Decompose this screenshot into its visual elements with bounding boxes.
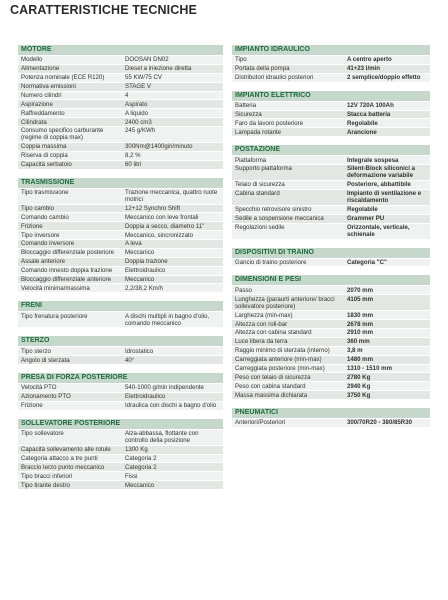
spec-value: Idraulica con dischi a bagno d'olio bbox=[125, 402, 217, 410]
spec-value: Trazione meccanica, quattro ruote motrici bbox=[125, 188, 218, 204]
spec-row bbox=[18, 258, 223, 267]
spec-value: DOOSAN DN02 bbox=[125, 56, 169, 64]
spec-value: 2678 mm bbox=[346, 320, 374, 328]
spec-value: 2780 Kg bbox=[346, 373, 371, 381]
spec-label: Bloccaggio differenziale posteriore bbox=[21, 249, 115, 257]
spec-value: Impianto di ventilazione e riscaldamento bbox=[346, 190, 422, 205]
spec-value: 2400 cm3 bbox=[125, 118, 152, 126]
section-heading: PRESA DI FORZA POSTERIORE bbox=[18, 373, 223, 383]
spec-value: 8,2 % bbox=[125, 152, 141, 160]
spec-row bbox=[232, 119, 430, 128]
spec-label: Raffreddamento bbox=[21, 109, 65, 117]
spec-label: Comando cambio bbox=[21, 213, 69, 221]
spec-label: Tipo sterzo bbox=[21, 347, 51, 355]
spec-label: Azionamento PTO bbox=[21, 393, 71, 401]
section-heading: POSTAZIONE bbox=[232, 145, 430, 155]
spec-value: 60 litri bbox=[125, 161, 142, 169]
spec-row bbox=[232, 311, 430, 320]
spec-label: Portata della pompa bbox=[235, 65, 290, 73]
spec-label: Carreggiata anteriore (min-max) bbox=[235, 356, 322, 364]
page-title: CARATTERISTICHE TECNICHE bbox=[10, 3, 197, 17]
spec-value: Categoria 2 bbox=[125, 463, 157, 471]
spec-label: Cilindrata bbox=[21, 118, 47, 126]
spec-value: Stacca batteria bbox=[346, 110, 391, 118]
spec-value: Meccanico, sincronizzato bbox=[125, 231, 194, 239]
spec-row bbox=[18, 213, 223, 222]
section-heading: PNEUMATICI bbox=[232, 408, 430, 418]
spec-value: 3750 Kg bbox=[346, 391, 371, 399]
spec-label: Capacità serbatoio bbox=[21, 161, 72, 169]
spec-label: Peso con telaio di sicurezza bbox=[235, 373, 311, 381]
spec-value: Alza-abbassa, flottante con controllo della posizione bbox=[125, 430, 199, 445]
spec-section-sollevatore-posteriore bbox=[18, 419, 223, 490]
spec-value: Arancione bbox=[346, 128, 377, 136]
spec-row bbox=[18, 312, 223, 328]
spec-label: Categoria attacco a tre punti bbox=[21, 454, 98, 462]
spec-value: Meccanico bbox=[125, 249, 155, 257]
spec-label: Aspirazione bbox=[21, 100, 53, 108]
spec-label: Larghezza (min-max) bbox=[235, 311, 293, 319]
spec-row bbox=[232, 347, 430, 356]
spec-label: Carreggiata posteriore (min-max) bbox=[235, 364, 325, 372]
section-heading: DIMENSIONI E PESI bbox=[232, 275, 430, 285]
spec-label: Batteria bbox=[235, 102, 257, 110]
spec-section-presa-di-forza-posteriore bbox=[18, 373, 223, 411]
spec-label: Tipo tirante destro bbox=[21, 481, 70, 489]
spec-row bbox=[18, 267, 223, 276]
spec-label: Coppia massima bbox=[21, 143, 67, 151]
spec-row bbox=[232, 286, 430, 295]
right-column bbox=[232, 45, 430, 436]
spec-value: Elettroidraulico bbox=[125, 267, 166, 275]
spec-value: 12V 720A 100Ah bbox=[346, 102, 394, 110]
spec-label: Comando innesto doppia trazione bbox=[21, 267, 113, 275]
spec-label: Lampada rotante bbox=[235, 128, 282, 136]
spec-value: Posteriore, abbattibile bbox=[346, 181, 411, 189]
spec-label: Piattaforma bbox=[235, 156, 267, 164]
spec-label: Tipo cambio bbox=[21, 204, 54, 212]
spec-value: Silent-Block siliconici a deformazione variabile bbox=[346, 165, 416, 180]
spec-label: Anteriori/Posteriori bbox=[235, 419, 286, 427]
spec-label: Regolazioni sedile bbox=[235, 223, 285, 231]
spec-value: 2070 mm bbox=[346, 286, 374, 294]
spec-label: Sedile a sospensione meccanica bbox=[235, 215, 324, 223]
spec-row bbox=[232, 128, 430, 137]
spec-value: 300/70R20 - 380/85R30 bbox=[346, 419, 412, 427]
spec-row bbox=[232, 391, 430, 400]
spec-value: Idrostatico bbox=[125, 347, 154, 355]
spec-section-impianto-idraulico bbox=[232, 45, 430, 83]
spec-row bbox=[232, 156, 430, 165]
spec-row bbox=[18, 74, 223, 83]
spec-value: 4105 mm bbox=[346, 295, 374, 303]
spec-label: Consumo specifico carburante (regime di coppia max) bbox=[21, 127, 104, 142]
spec-row bbox=[18, 455, 223, 464]
spec-section-sterzo bbox=[18, 336, 223, 365]
spec-label: Frizione bbox=[21, 222, 43, 230]
spec-row bbox=[18, 189, 223, 205]
spec-label: Braccio terzo punto meccanico bbox=[21, 463, 105, 471]
spec-value: 55 KW/75 CV bbox=[125, 74, 162, 82]
spec-value: 4 bbox=[125, 91, 129, 99]
spec-value: 1480 mm bbox=[346, 356, 374, 364]
spec-value: 2,2/38,2 Km/h bbox=[125, 284, 163, 292]
spec-label: Telaio di sicurezza bbox=[235, 181, 285, 189]
spec-row bbox=[232, 320, 430, 329]
spec-row bbox=[232, 111, 430, 120]
spec-label: Numero cilindri bbox=[21, 91, 62, 99]
spec-label: Tipo frenatura posteriore bbox=[21, 312, 88, 320]
spec-row bbox=[232, 382, 430, 391]
spec-value: 1310 - 1510 mm bbox=[346, 364, 392, 372]
spec-value: 3,8 m bbox=[346, 347, 363, 355]
spec-label: Riserva di coppia bbox=[21, 152, 68, 160]
spec-label: Tipo sollevatore bbox=[21, 430, 64, 438]
spec-value: Doppia a secco, diametro 11" bbox=[125, 222, 205, 230]
spec-row bbox=[18, 152, 223, 161]
spec-value: Meccanico bbox=[125, 275, 155, 283]
spec-value: 540-1000 g/min indipendente bbox=[125, 384, 204, 392]
spec-label: Massa massima dichiarata bbox=[235, 391, 308, 399]
spec-value: 1300 Kg bbox=[125, 446, 148, 454]
spec-section-freni bbox=[18, 301, 223, 328]
spec-value: Grammer PU bbox=[346, 215, 385, 223]
spec-row bbox=[232, 329, 430, 338]
spec-value: 40° bbox=[125, 356, 135, 364]
spec-value: 12+12 Synchro Shift bbox=[125, 204, 181, 212]
spec-value: Aspirato bbox=[125, 100, 148, 108]
spec-value: Diesel a iniezione diretta bbox=[125, 65, 192, 73]
spec-row bbox=[18, 356, 223, 365]
spec-label: Velocità minima/massima bbox=[21, 284, 90, 292]
section-heading: SOLLEVATORE POSTERIORE bbox=[18, 419, 223, 429]
spec-value: Meccanico con leve frontali bbox=[125, 213, 199, 221]
spec-row bbox=[18, 231, 223, 240]
spec-value: 41+23 l/min bbox=[346, 65, 380, 73]
spec-label: Gancio di traino posteriore bbox=[235, 258, 307, 266]
section-heading: DISPOSITIVI DI TRAINO bbox=[232, 248, 430, 258]
spec-row bbox=[232, 190, 430, 206]
spec-label: Luce libera da terra bbox=[235, 338, 288, 346]
spec-value: 245 g/KWh bbox=[125, 127, 156, 135]
spec-row bbox=[18, 83, 223, 92]
spec-section-dimensioni-e-pesi bbox=[232, 275, 430, 400]
spec-label: Lunghezza (paraurti anteriore/ bracci sollevatore posteriore) bbox=[235, 295, 335, 310]
spec-row bbox=[18, 92, 223, 101]
section-heading: TRASMISSIONE bbox=[18, 178, 223, 188]
spec-row bbox=[18, 384, 223, 393]
spec-label: Assale anteriore bbox=[21, 258, 66, 266]
spec-row bbox=[232, 365, 430, 374]
spec-row bbox=[18, 56, 223, 65]
spec-label: Tipo bbox=[235, 56, 247, 64]
spec-label: Supporto piattaforma bbox=[235, 165, 292, 173]
spec-row bbox=[18, 393, 223, 402]
spec-value: Fissi bbox=[125, 472, 138, 480]
spec-row bbox=[232, 181, 430, 190]
spec-row bbox=[232, 215, 430, 224]
spec-row bbox=[18, 143, 223, 152]
spec-row bbox=[18, 284, 223, 293]
spec-value: Categoria 2 bbox=[125, 454, 157, 462]
spec-row bbox=[18, 240, 223, 249]
spec-label: Comando inversore bbox=[21, 240, 75, 248]
spec-label: Sicurezza bbox=[235, 110, 262, 118]
spec-value: 360 mm bbox=[346, 338, 370, 346]
spec-row bbox=[232, 165, 430, 181]
spec-value: A dischi multipli in bagno d'olio, comando meccanico bbox=[125, 312, 210, 327]
spec-label: Potenza nominale (ECE R120) bbox=[21, 74, 105, 82]
spec-label: Distributori idraulici posteriori bbox=[235, 74, 314, 82]
spec-row bbox=[18, 222, 223, 231]
spec-row bbox=[232, 102, 430, 111]
spec-value: A leva bbox=[125, 240, 142, 248]
spec-label: Modello bbox=[21, 56, 43, 64]
spec-row bbox=[18, 205, 223, 214]
spec-value: Categoria "C" bbox=[346, 258, 387, 266]
spec-value: Orizzontale, verticale, schienale bbox=[346, 223, 410, 239]
spec-label: Tipo trasmissione bbox=[21, 188, 69, 196]
spec-row bbox=[18, 100, 223, 109]
spec-section-motore bbox=[18, 45, 223, 170]
spec-value: 2910 mm bbox=[346, 329, 374, 337]
spec-label: Altezza con cabina standard bbox=[235, 329, 312, 337]
spec-value: Integrale sospesa bbox=[346, 156, 399, 164]
spec-value: Regolabile bbox=[346, 206, 378, 214]
spec-label: Frizione bbox=[21, 402, 43, 410]
spec-value: Doppia trazione bbox=[125, 258, 168, 266]
spec-value: 1830 mm bbox=[346, 311, 374, 319]
spec-row bbox=[18, 463, 223, 472]
spec-value: A centro aperto bbox=[346, 56, 392, 64]
spec-row bbox=[232, 338, 430, 347]
spec-row bbox=[232, 373, 430, 382]
spec-row bbox=[232, 356, 430, 365]
spec-label: Angolo di sterzata bbox=[21, 356, 70, 364]
section-heading: IMPIANTO IDRAULICO bbox=[232, 45, 430, 55]
section-heading: STERZO bbox=[18, 336, 223, 346]
spec-section-trasmissione bbox=[18, 178, 223, 294]
spec-row bbox=[18, 161, 223, 170]
spec-label: Tipo inversore bbox=[21, 231, 60, 239]
left-column bbox=[18, 45, 223, 498]
spec-row bbox=[18, 127, 223, 143]
spec-row bbox=[18, 276, 223, 285]
spec-label: Cabina standard bbox=[235, 190, 280, 198]
spec-section-dispositivi-di-traino bbox=[232, 248, 430, 268]
section-heading: FRENI bbox=[18, 301, 223, 311]
spec-row bbox=[232, 259, 430, 268]
spec-section-postazione bbox=[232, 145, 430, 239]
spec-label: Specchio retrovisore sinistro bbox=[235, 206, 312, 214]
spec-row bbox=[18, 430, 223, 446]
spec-label: Passo bbox=[235, 286, 252, 294]
spec-section-pneumatici bbox=[232, 408, 430, 428]
spec-value: 2940 Kg bbox=[346, 382, 371, 390]
spec-row bbox=[18, 249, 223, 258]
spec-row bbox=[18, 446, 223, 455]
spec-row bbox=[232, 295, 430, 311]
spec-row bbox=[232, 74, 430, 83]
spec-row bbox=[18, 109, 223, 118]
spec-row bbox=[18, 65, 223, 74]
spec-label: Normativa emissioni bbox=[21, 83, 76, 91]
spec-value: Elettroidraulico bbox=[125, 393, 166, 401]
spec-row bbox=[18, 402, 223, 411]
spec-value: A liquido bbox=[125, 109, 149, 117]
section-heading: MOTORE bbox=[18, 45, 223, 55]
spec-row bbox=[232, 206, 430, 215]
spec-label: Peso con cabina standard bbox=[235, 382, 306, 390]
spec-label: Velocità PTO bbox=[21, 384, 57, 392]
spec-value: 2 semplice/doppio effetto bbox=[346, 74, 421, 82]
spec-label: Capacità sollevamento alle rotule bbox=[21, 446, 111, 454]
spec-label: Tipo bracci inferiori bbox=[21, 472, 73, 480]
spec-value: Meccanico bbox=[125, 481, 155, 489]
spec-value: STAGE V bbox=[125, 83, 151, 91]
spec-row bbox=[232, 419, 430, 428]
spec-label: Raggio minimo di sterzata (interno) bbox=[235, 347, 330, 355]
spec-section-impianto-elettrico bbox=[232, 91, 430, 138]
spec-label: Faro da lavoro posteriore bbox=[235, 119, 304, 127]
spec-row bbox=[232, 56, 430, 65]
spec-label: Alimentazione bbox=[21, 65, 60, 73]
spec-row bbox=[18, 472, 223, 481]
spec-row bbox=[18, 347, 223, 356]
spec-value: 300Nm@1400giri/minuto bbox=[125, 143, 193, 151]
spec-label: Bloccaggio differenziale anteriore bbox=[21, 275, 111, 283]
spec-row bbox=[18, 118, 223, 127]
spec-label: Altezza con roll-bar bbox=[235, 320, 288, 328]
spec-row bbox=[232, 224, 430, 240]
spec-value: Regolabile bbox=[346, 119, 378, 127]
spec-row bbox=[232, 65, 430, 74]
section-heading: IMPIANTO ELETTRICO bbox=[232, 91, 430, 101]
spec-row bbox=[18, 481, 223, 490]
